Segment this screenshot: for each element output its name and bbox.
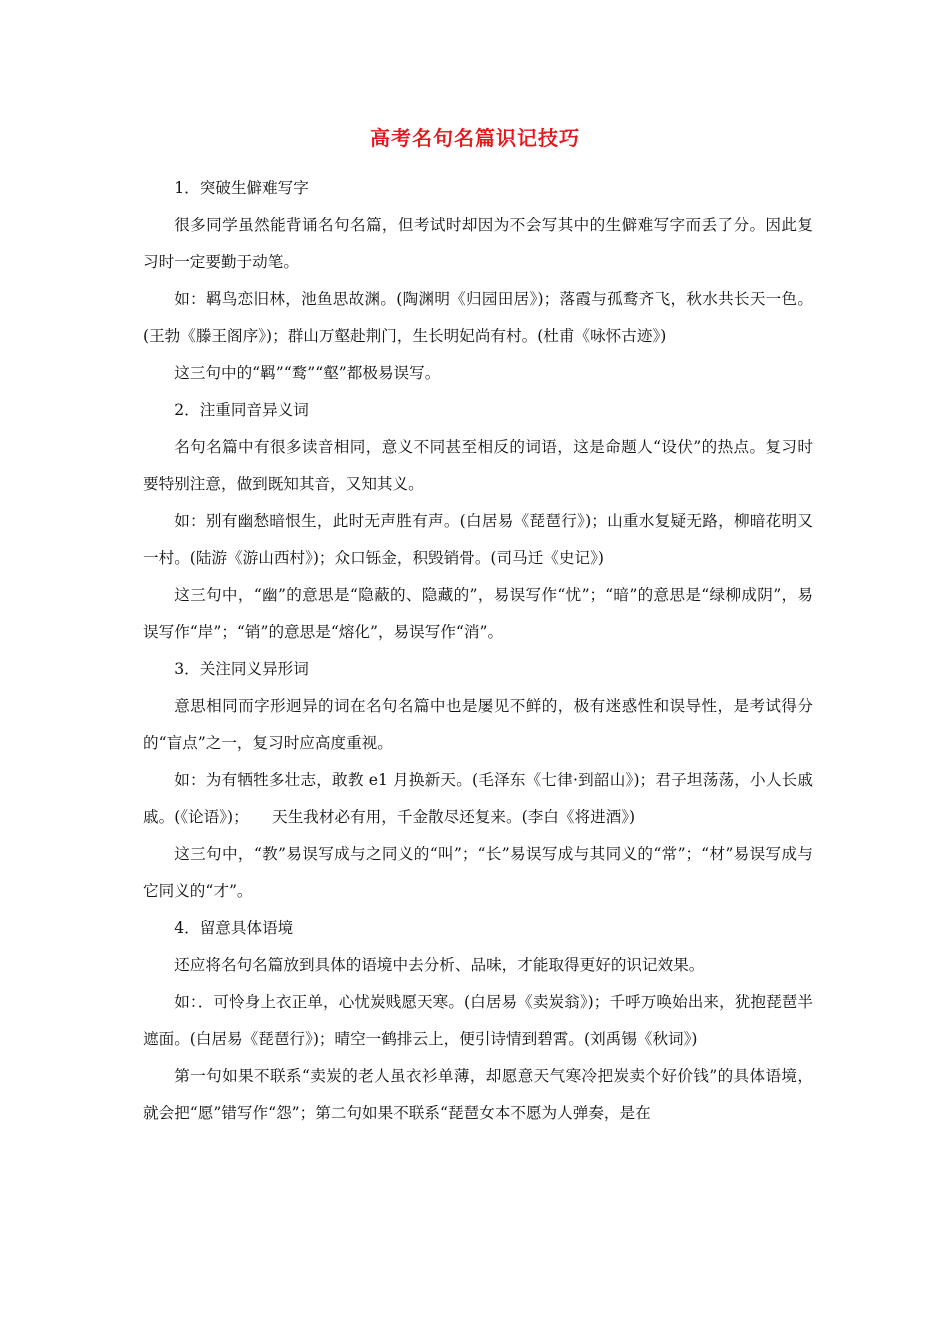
heading-2: 2．注重同音异义词: [174, 401, 309, 419]
heading-4: 4．留意具体语境: [174, 919, 294, 937]
paragraph: 意思相同而字形迥异的词在名句名篇中也是屡见不鲜的，极有迷惑性和误导性，是考试得分的“盲点”之一，复习时应高度重视。: [143, 697, 813, 752]
example-paragraph: 如：为有牺牲多壮志，敢教 e1 月换新天。(毛泽东《七律·到韶山》)；君子坦荡荡，小人长戚戚。(《论语》)； 天生我材必有用，千金散尽还复来。(李白《将进酒》): [143, 771, 813, 826]
paragraph: 还应将名句名篇放到具体的语境中去分析、品味，才能取得更好的识记效果。: [174, 956, 705, 974]
paragraph: 这三句中的“羁”“鹜”“壑”都极易误写。: [174, 364, 441, 382]
document-title: 高考名句名篇识记技巧: [370, 126, 580, 150]
heading-3: 3．关注同义异形词: [174, 660, 309, 678]
example-paragraph: 如：．可怜身上衣正单，心忧炭贱愿天寒。(白居易《卖炭翁》)；千呼万唤始出来，犹抱琵琶半遮面。(白居易《琵琶行》)；晴空一鹤排云上，便引诗情到碧霄。(刘禹锡《秋词》): [143, 993, 813, 1048]
example-paragraph: 如：别有幽愁暗恨生，此时无声胜有声。(白居易《琵琶行》)；山重水复疑无路，柳暗花明又一村。(陆游《游山西村》)；众口铄金，积毁销骨。(司马迁《史记》): [143, 512, 813, 567]
paragraph: 名句名篇中有很多读音相同，意义不同甚至相反的词语，这是命题人“设伏”的热点。复习时要特别注意，做到既知其音，又知其义。: [143, 438, 813, 493]
example-paragraph: 如：羁鸟恋旧林，池鱼思故渊。(陶渊明《归园田居》)；落霞与孤鹜齐飞，秋水共长天一色。(王勃《滕王阁序》)；群山万壑赴荆门，生长明妃尚有村。(杜甫《咏怀古迹》): [143, 290, 813, 345]
heading-1: 1．突破生僻难写字: [174, 179, 309, 197]
paragraph: 很多同学虽然能背诵名句名篇，但考试时却因为不会写其中的生僻难写字而丢了分。因此复习时一定要勤于动笔。: [143, 216, 813, 271]
document-body: [143, 170, 813, 1132]
paragraph: 第一句如果不联系“卖炭的老人虽衣衫单薄，却愿意天气寒冷把炭卖个好价钱”的具体语境，就会把“愿”错写作“怨”；第二句如果不联系“琵琶女本不愿为人弹奏，是在: [143, 1067, 813, 1122]
paragraph: 这三句中，“幽”的意思是“隐蔽的、隐藏的”，易误写作“忧”；“暗”的意思是“绿柳成阴”，易误写作“岸”；“销”的意思是“熔化”，易误写作“消”。: [143, 586, 813, 641]
paragraph: 这三句中，“教”易误写成与之同义的“叫”；“长”易误写成与其同义的“常”；“材”易误写成与它同义的“才”。: [143, 845, 813, 900]
